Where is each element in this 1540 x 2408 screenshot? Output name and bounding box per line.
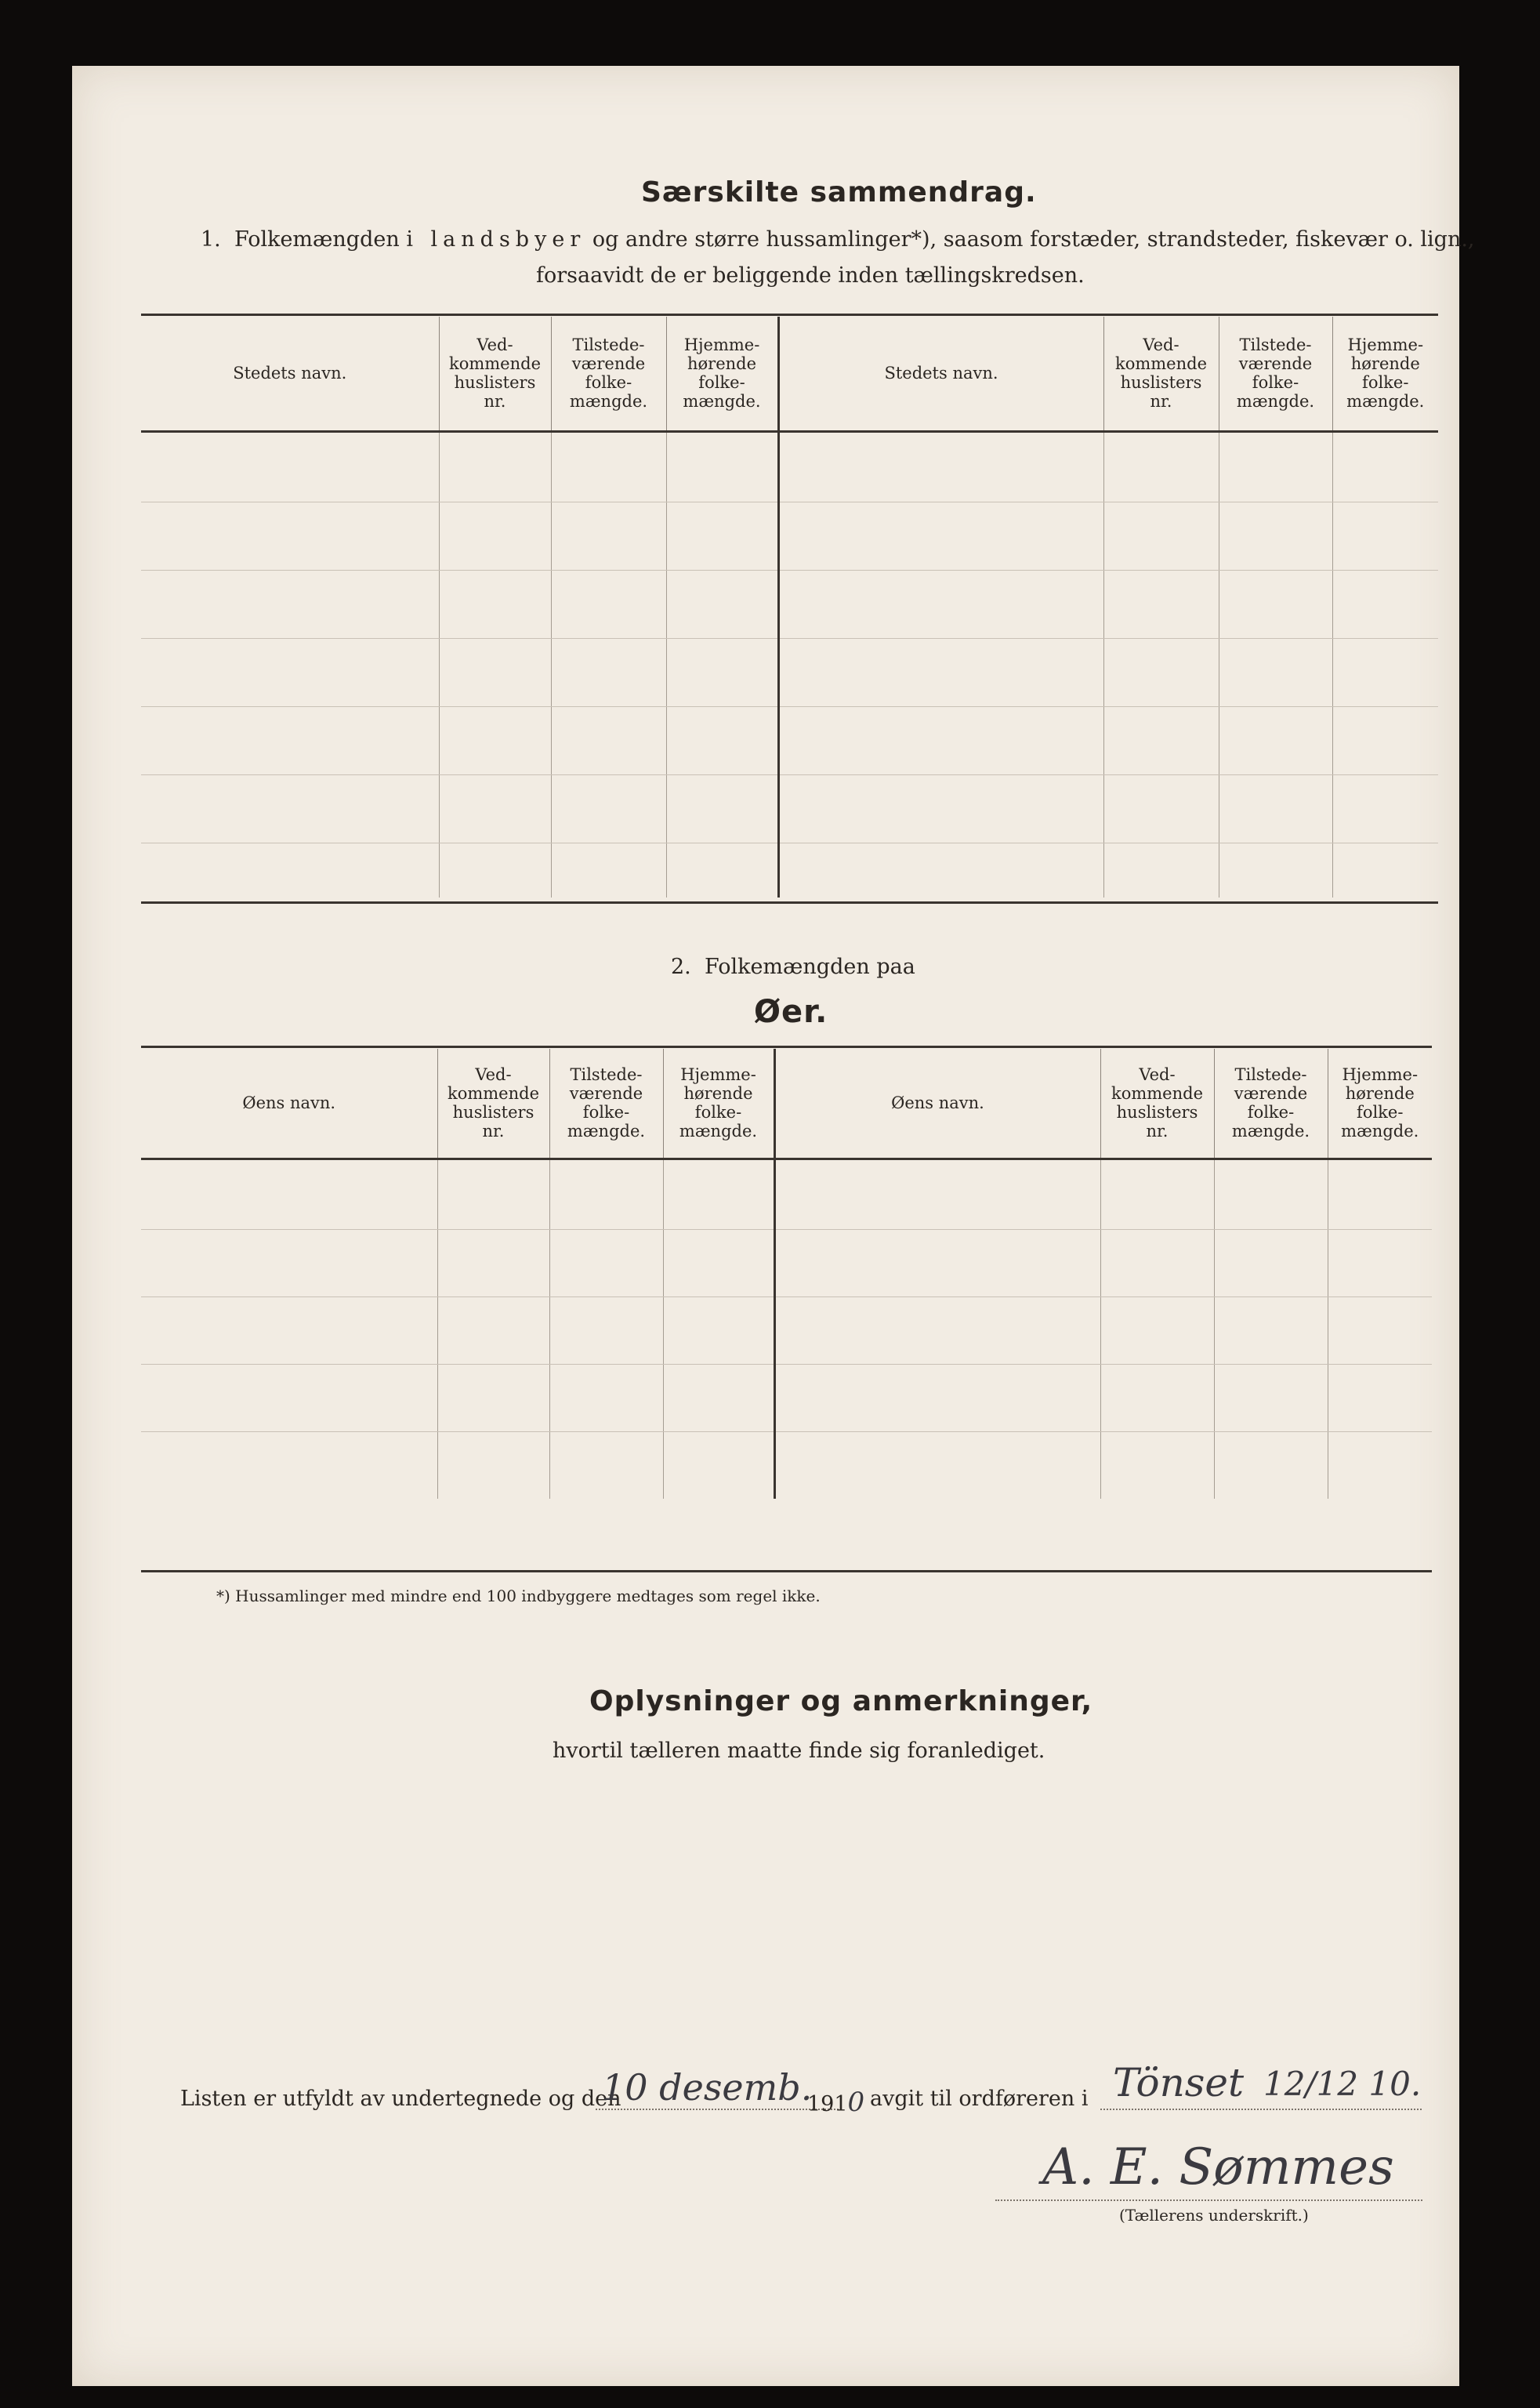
table-row <box>141 843 1438 898</box>
signature-statement-start: Listen er utfyldt av undertegnede og den <box>180 2087 621 2111</box>
section2-description: 2. Folkemængden paa <box>671 955 915 979</box>
table-row <box>141 1159 1432 1229</box>
table1-bottom-rule <box>141 901 1438 904</box>
col-houselist-nr-right: Ved- kommende huslisters nr. <box>1103 317 1219 431</box>
table1-top-rule <box>141 314 1438 316</box>
col-resident-pop-right: Hjemme- hørende folke- mængde. <box>1332 317 1438 431</box>
handwritten-place: Tönset <box>1113 2060 1245 2105</box>
col-present-pop-left: Tilstede- værende folke- mængde. <box>551 317 666 431</box>
col-houselist-nr-right: Ved- kommende huslisters nr. <box>1100 1049 1214 1159</box>
col-island-name-left: Øens navn. <box>141 1049 437 1159</box>
col-place-name-right: Stedets navn. <box>778 317 1103 431</box>
section2-heading: Øer. <box>754 994 828 1030</box>
year-printed: 1910 <box>807 2087 865 2118</box>
section1-description-line1: 1. Folkemængden i landsbyer og andre større hussamlinger*), saasom forstæder, strandsteder, fiskevær o. lign., <box>201 227 1475 252</box>
table-row <box>141 431 1438 502</box>
signature-dotted-line <box>995 2199 1422 2201</box>
col-place-name-left: Stedets navn. <box>141 317 439 431</box>
table-row <box>141 1364 1432 1431</box>
table2-bottom-rule <box>141 1570 1432 1572</box>
date-dotted-line <box>596 2109 839 2110</box>
col-present-pop-left: Tilstede- værende folke- mængde. <box>549 1049 663 1159</box>
col-resident-pop-left: Hjemme- hørende folke- mængde. <box>663 1049 774 1159</box>
col-houselist-nr-left: Ved- kommende huslisters nr. <box>439 317 551 431</box>
table-row <box>141 706 1438 774</box>
col-island-name-right: Øens navn. <box>774 1049 1100 1159</box>
footnote: *) Hussamlinger med mindre end 100 indbyggere medtages som regel ikke. <box>216 1587 821 1605</box>
table-row <box>141 1296 1432 1364</box>
table-row <box>141 774 1438 843</box>
signature-statement-end: avgit til ordføreren i <box>870 2087 1089 2111</box>
table-row <box>141 570 1438 638</box>
col-present-pop-right: Tilstede- værende folke- mængde. <box>1219 317 1332 431</box>
handwritten-date-2: 12/12 10. <box>1263 2065 1422 2103</box>
remarks-subheading: hvortil tælleren maatte finde sig foranlediget. <box>553 1739 1045 1763</box>
table-row <box>141 1229 1432 1296</box>
handwritten-date: 10 desemb. <box>602 2066 813 2109</box>
table2-top-rule <box>141 1046 1432 1048</box>
section1-description-line2: forsaavidt de er beliggende inden tællingskredsen. <box>536 263 1085 288</box>
handwritten-signature: A. E. Sømmes <box>1042 2138 1394 2196</box>
section1-heading: Særskilte sammendrag. <box>641 176 1037 209</box>
remarks-heading: Oplysninger og anmerkninger, <box>589 1685 1093 1717</box>
table-row <box>141 502 1438 570</box>
col-present-pop-right: Tilstede- værende folke- mængde. <box>1214 1049 1328 1159</box>
table-row <box>141 638 1438 706</box>
table2-islands <box>141 1049 1432 1499</box>
col-houselist-nr-left: Ved- kommende huslisters nr. <box>437 1049 549 1159</box>
signature-caption: (Tællerens underskrift.) <box>1119 2206 1309 2225</box>
col-resident-pop-right: Hjemme- hørende folke- mængde. <box>1328 1049 1432 1159</box>
table1-places <box>141 317 1438 898</box>
col-resident-pop-left: Hjemme- hørende folke- mængde. <box>666 317 778 431</box>
place-dotted-line <box>1100 2109 1422 2110</box>
table-row <box>141 1431 1432 1499</box>
